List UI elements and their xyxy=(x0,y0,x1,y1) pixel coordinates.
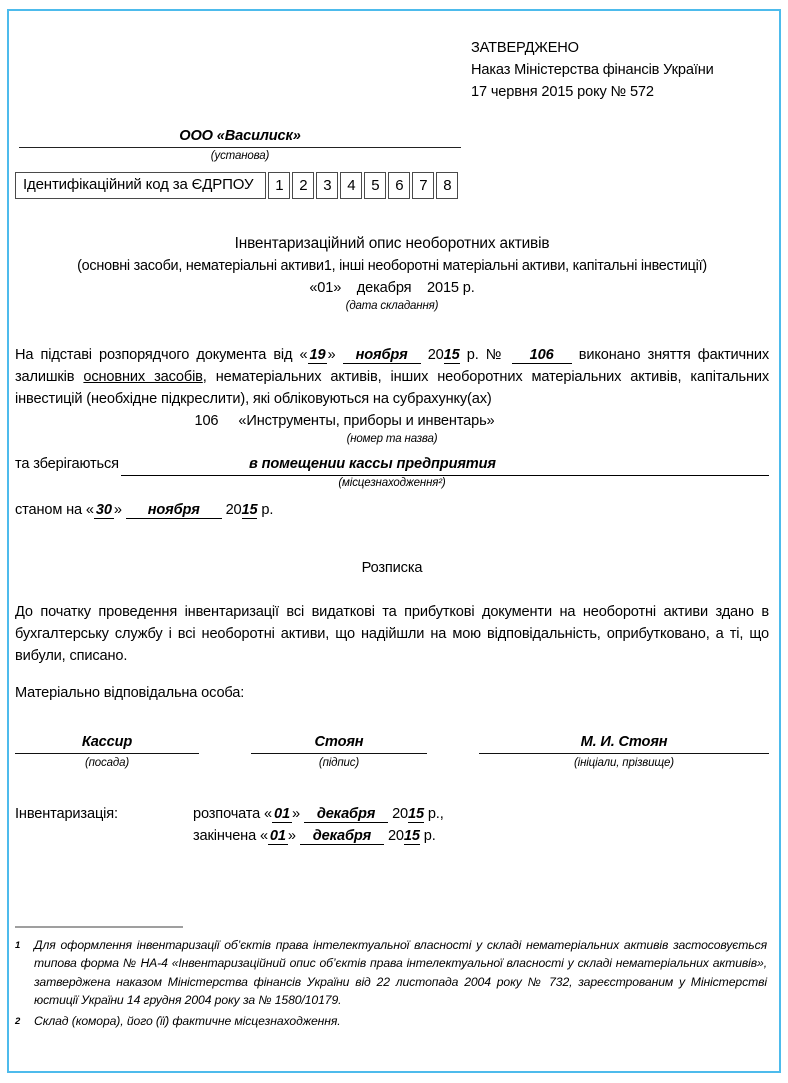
basis-number-value: 106 xyxy=(512,347,572,364)
as-of-text: 20 xyxy=(225,502,242,518)
signature-value: Стоян xyxy=(251,732,427,754)
organization-block xyxy=(19,125,461,164)
receipt-paragraph: До початку проведення інвентаризації всі видаткові та прибуткові документи на необоротні активи здано в бухгалтерську службу і всі необоротні активи, що надійшли на мою відповідальність, оприбутковано, а ті, що вибули, списано. xyxy=(15,604,769,664)
basis-day-value: 19 xyxy=(309,347,326,363)
basis-paragraph xyxy=(15,344,769,410)
inventory-started-month: декабря xyxy=(304,806,388,823)
inventory-started-year: 15 xyxy=(408,806,424,822)
responsible-person-label: Матеріально відповідальна особа: xyxy=(15,685,245,701)
edrpou-digit-8: 8 xyxy=(436,172,458,199)
inventory-started-line xyxy=(193,803,444,825)
basis-text: виконано зняття фактичних залишків xyxy=(15,347,770,385)
inventory-started-text: 20 xyxy=(392,806,408,822)
inventory-finished-text: закінчена « xyxy=(193,828,268,844)
as-of-text: станом на « xyxy=(15,502,94,518)
storage-value: в помещении кассы предприятия xyxy=(249,456,496,472)
basis-text: р. № xyxy=(459,347,505,363)
basis-underlined-option: основних засобів xyxy=(83,369,203,385)
edrpou-digit-4: 4 xyxy=(340,172,362,199)
receipt-heading: Розписка xyxy=(361,560,423,576)
approval-block xyxy=(471,37,769,103)
basis-year-value: 15 xyxy=(443,347,460,363)
signature-row xyxy=(15,732,769,771)
as-of-month-value: ноября xyxy=(126,502,222,519)
storage-prefix: та зберігаються xyxy=(15,456,119,472)
inventory-started-day: 01 xyxy=(274,806,290,822)
inventory-started-text: розпочата « xyxy=(193,806,273,822)
inventory-dates-block xyxy=(15,803,769,847)
as-of-day-value: 30 xyxy=(95,502,112,518)
position-value: Кассир xyxy=(15,732,199,754)
document-title: Інвентаризаційний опис необоротних активів xyxy=(234,235,550,252)
footnote-2-text: Склад (комора), його (її) фактичне місцезнаходження. xyxy=(34,1013,341,1028)
footnote-2 xyxy=(15,1012,767,1032)
organization-caption: (установа) xyxy=(210,150,270,162)
basis-text: , нематеріальних активів, інших необоротних матеріальних активів, капітальних інвестицій (необхідне підкреслити), які обліковуються на субрахунку(ах) xyxy=(15,369,769,407)
inventory-finished-text: 20 xyxy=(387,828,404,844)
inventory-lines xyxy=(193,803,444,847)
edrpou-digit-2: 2 xyxy=(292,172,314,199)
footnote-2-marker: 2 xyxy=(15,1015,21,1027)
as-of-text: » xyxy=(113,502,122,518)
signature-sign-column xyxy=(251,732,427,771)
page-border xyxy=(7,9,781,1073)
footnote-1-marker: 1 xyxy=(15,939,21,951)
edrpou-digit-6: 6 xyxy=(388,172,410,199)
inventory-finished-year: 15 xyxy=(403,828,420,844)
inventory-started-text: р., xyxy=(423,806,444,822)
approval-line-1: ЗАТВЕРДЖЕНО xyxy=(471,40,579,56)
footnote-1 xyxy=(15,936,767,1010)
compilation-date: «01» декабря 2015 р. xyxy=(309,280,475,296)
signature-position-column xyxy=(15,732,199,771)
footnote-1-text: Для оформлення інвентаризації об’єктів права інтелектуальної власності у складі нематеріальних активів застосовується типова форма № НА-4 «Інвентаризаційний опис об’єктів права інтелектуальної власності у складі нематеріальних активів», затверджена наказом Міністерства фінансів України від 22 листопада 2004 року № 732, зареєстрованим у Міністерстві юстиції України 14 грудня 2004 року за № 1580/10179. xyxy=(34,937,767,1007)
as-of-line xyxy=(15,499,769,521)
basis-text: 20 xyxy=(427,347,444,363)
initials-surname-value: М. И. Стоян xyxy=(479,732,769,754)
subaccount-number: 106 xyxy=(194,413,219,429)
inventory-finished-day: 01 xyxy=(269,828,286,844)
position-caption: (посада) xyxy=(84,757,130,769)
storage-caption: (місцезнаходження²) xyxy=(338,477,446,489)
signature-name-column xyxy=(479,732,769,771)
approval-line-3: 17 червня 2015 року № 572 xyxy=(471,84,654,100)
edrpou-digit-5: 5 xyxy=(364,172,386,199)
basis-text: На підставі розпорядчого документа від « xyxy=(15,347,308,363)
edrpou-row xyxy=(15,172,769,199)
storage-fill-line xyxy=(121,453,769,476)
approval-line-2: Наказ Міністерства фінансів України xyxy=(471,62,714,78)
basis-text: » xyxy=(327,347,336,363)
inventory-started-text: » xyxy=(291,806,300,822)
subaccount-name: «Инструменты, приборы и инвентарь» xyxy=(238,413,495,429)
as-of-text: р. xyxy=(257,502,274,518)
subaccount-line xyxy=(15,410,674,432)
footnotes-block xyxy=(15,926,767,1032)
organization-name: ООО «Василиск» xyxy=(19,125,461,148)
document-subtitle: (основні засоби, нематеріальні активи1, інші необоротні матеріальні активи, капітальні інвестиції) xyxy=(77,258,707,274)
edrpou-label: Ідентифікаційний код за ЄДРПОУ xyxy=(15,172,266,199)
edrpou-digit-1: 1 xyxy=(268,172,290,199)
compilation-date-caption: (дата складання) xyxy=(345,300,439,312)
footnote-separator xyxy=(15,926,183,928)
as-of-year-value: 15 xyxy=(241,502,258,518)
inventory-finished-line xyxy=(193,825,444,847)
subaccount-caption: (номер та назва) xyxy=(346,433,438,445)
edrpou-digit-7: 7 xyxy=(412,172,434,199)
inventory-finished-text: » xyxy=(287,828,296,844)
basis-month-value: ноября xyxy=(343,347,421,364)
initials-surname-caption: (ініціали, прізвище) xyxy=(574,757,674,769)
inventory-label: Інвентаризація: xyxy=(15,806,118,822)
storage-line xyxy=(15,453,769,476)
inventory-finished-text: р. xyxy=(419,828,436,844)
inventory-finished-month: декабря xyxy=(300,828,384,845)
signature-caption: (підпис) xyxy=(318,757,360,769)
edrpou-digit-3: 3 xyxy=(316,172,338,199)
